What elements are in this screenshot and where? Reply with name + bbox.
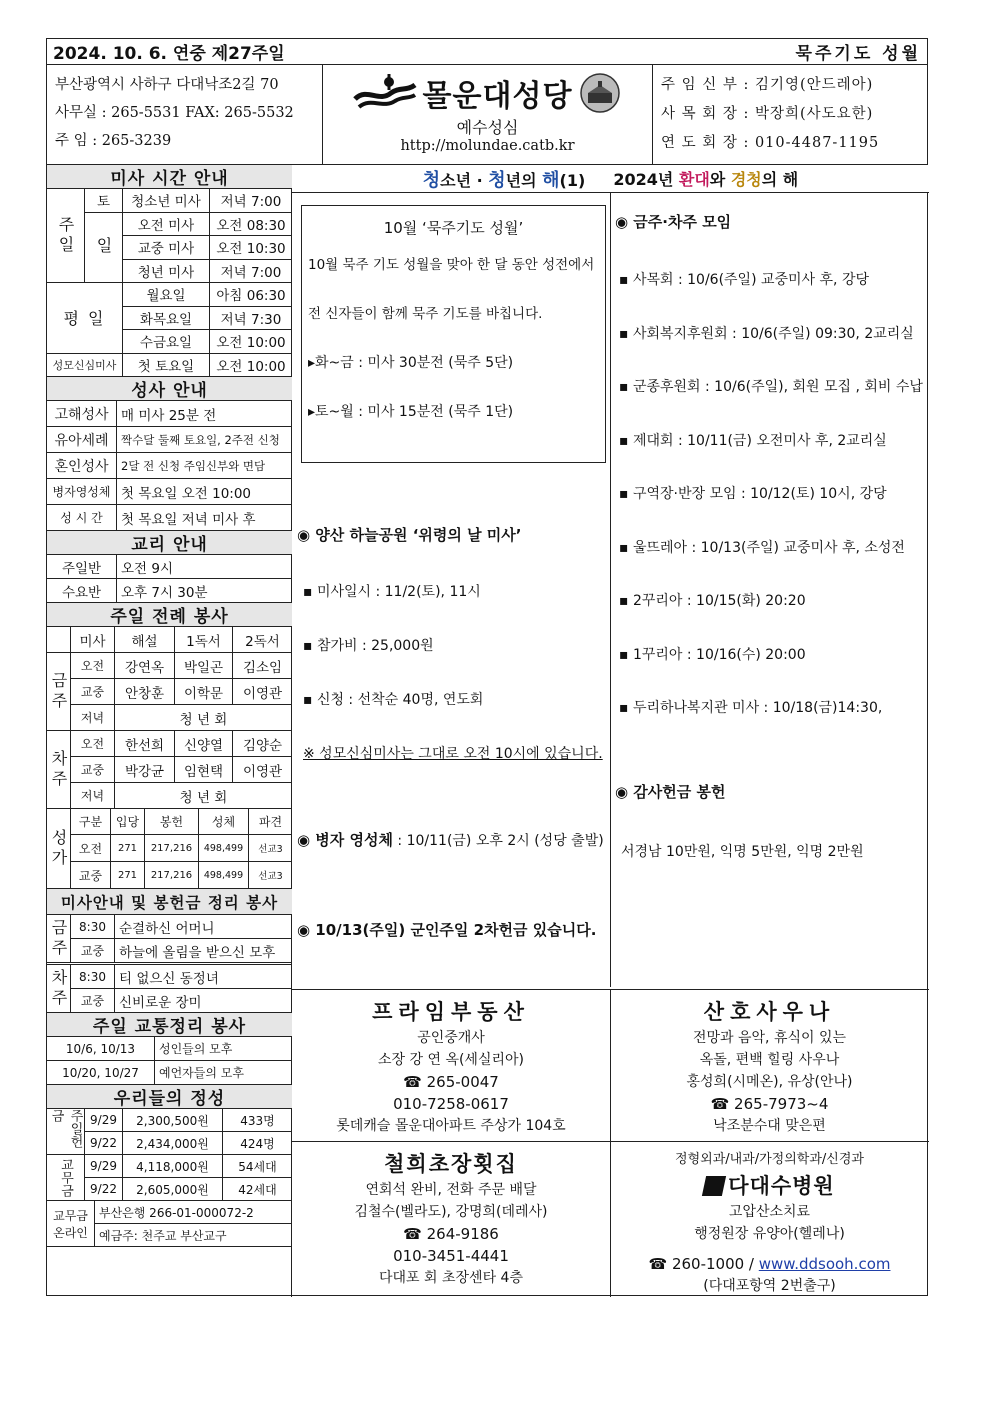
table-cell: 2,605,000원 — [123, 1178, 223, 1200]
table-cell: 271 — [111, 835, 145, 861]
table-row — [71, 783, 292, 809]
pastor: 주 임 신 부 : 김기영(안드레아) — [661, 77, 874, 93]
meeting-item: ▪ 울뜨레아 : 10/13(주일) 교중미사 후, 소성전 — [619, 539, 905, 556]
table-cell: 첫 목요일 저녁 미사 후 — [121, 511, 256, 528]
church-title-block — [323, 65, 653, 165]
table-cell: 순결하신 어머니 — [119, 920, 215, 937]
ad-line: 롯데캐슬 몰운대아파트 주상가 104호 — [336, 1118, 566, 1134]
diocese-logo-icon — [353, 73, 417, 113]
church-address-block — [47, 65, 323, 165]
table-cell: 화목요일 — [123, 307, 210, 330]
ad-phone: 010-3451-4441 — [393, 1247, 509, 1265]
ad-line: (다대포항역 2번출구) — [703, 1278, 836, 1294]
table-cell: 저녁 7:00 — [220, 194, 282, 211]
ad-line: 행정원장 유양아(헬레나) — [694, 1226, 845, 1242]
ad-hospital — [610, 1149, 929, 1297]
table-cell: 이학문 — [175, 679, 233, 704]
table-cell: 성인들의 모후 — [159, 1042, 233, 1056]
table-row — [71, 653, 292, 679]
priest-phone: 주 임 : 265-3239 — [55, 133, 172, 149]
table-cell: 고해성사 — [47, 401, 117, 426]
ad-phone: 010-7258-0617 — [393, 1095, 509, 1113]
table-row — [71, 757, 292, 783]
table-cell: 청소년 미사 — [123, 189, 210, 212]
table-row — [71, 679, 292, 705]
hymn-label: 성가 — [47, 809, 71, 889]
sacrament-title: 성사 안내 — [47, 377, 292, 400]
table-cell: 오전 10:30 — [216, 241, 286, 258]
table-cell: 교중 — [71, 862, 111, 888]
church-url[interactable]: http://molundae.catb.kr — [400, 138, 575, 154]
table-row — [123, 260, 292, 284]
table-cell: 성체 — [199, 809, 249, 834]
table-cell: 매 미사 25분 전 — [121, 407, 217, 424]
sunday-il-label: 일 — [85, 213, 123, 284]
address: 부산광역시 사하구 다대낙조2길 70 — [55, 77, 279, 93]
office-phone: 사무실 : 265-5531 FAX: 265-5532 — [55, 105, 294, 121]
table-cell: 파견 — [258, 815, 283, 829]
table-row — [71, 731, 292, 757]
table-cell: 해설 — [115, 627, 175, 652]
table-cell: 54세대 — [238, 1159, 277, 1174]
ad-line: 공인중개사 — [417, 1030, 485, 1046]
table-cell: 이영관 — [242, 763, 283, 780]
sacrament-title-row — [47, 377, 292, 401]
doctrine-title: 교리 안내 — [47, 531, 292, 554]
table-cell: 217,216 — [145, 862, 199, 888]
bulletin-page — [46, 38, 928, 1296]
meetings-title: ◉ 금주·차주 모임 — [615, 213, 732, 231]
table-cell: 한선희 — [115, 731, 175, 756]
liturgy-title: 주일 전례 봉사 — [47, 603, 292, 626]
table-cell: 유아세례 — [47, 427, 117, 452]
table-cell: 오전 — [71, 835, 111, 861]
table-cell: 박강균 — [115, 757, 175, 782]
table-cell: 선교3 — [258, 871, 283, 882]
table-row — [47, 1061, 292, 1085]
ad-line: 전망과 음악, 휴식이 있는 — [692, 1030, 847, 1046]
ad-line: 옥돌, 편백 힐링 사우나 — [699, 1052, 840, 1068]
table-cell: 오전 9시 — [121, 560, 174, 577]
table-cell: 오전 — [71, 731, 115, 756]
table-cell: 오전 10:00 — [216, 358, 286, 375]
table-cell: 교중 — [71, 757, 115, 782]
traffic-title: 주일 교통정리 봉사 — [47, 1013, 292, 1036]
traffic-title-row — [47, 1013, 292, 1037]
meeting-item: ▪ 두리하나복지관 미사 : 10/18(금)14:30, — [619, 700, 883, 716]
ad-line: 고압산소치료 — [728, 1204, 811, 1220]
table-row — [85, 1132, 292, 1155]
table-row — [47, 401, 292, 427]
table-cell: 티 없으신 동정녀 — [119, 970, 219, 987]
table-row — [47, 479, 292, 505]
rosary-line: 10월 묵주 기도 성월을 맞아 한 달 동안 성전에서 — [308, 257, 595, 273]
church-building-icon — [578, 73, 622, 113]
offering-title-row — [47, 1085, 292, 1109]
issue-date: 2024. 10. 6. 연중 제27주일 — [53, 44, 285, 64]
table-row — [47, 579, 292, 603]
table-cell: 8:30 — [71, 915, 115, 938]
table-row — [71, 989, 292, 1013]
staff-block — [653, 65, 929, 165]
meeting-item: ▪ 제대회 : 10/11(금) 오전미사 후, 2교리실 — [619, 432, 887, 449]
table-cell: 424명 — [240, 1136, 275, 1151]
online-label: 교무금 온라인 — [47, 1201, 95, 1247]
table-cell: 498,499 — [199, 835, 249, 861]
table-row — [85, 1109, 292, 1132]
yangsan-date: ▪ 미사일시 : 11/2(토), 11시 — [303, 584, 481, 600]
table-cell: 8:30 — [71, 965, 115, 988]
table-cell: 10/6, 10/13 — [47, 1037, 155, 1060]
meeting-item: ▪ 사목회 : 10/6(주일) 교중미사 후, 강당 — [619, 272, 870, 288]
table-row — [85, 189, 292, 213]
ad-line: 홍성희(시메온), 유상(안나) — [686, 1074, 853, 1090]
table-row — [71, 915, 292, 939]
ad-name: 다대수병원 — [728, 1174, 835, 1198]
table-cell: 미사 — [71, 627, 115, 652]
table-cell: 오전 10:00 — [216, 335, 286, 352]
church-name: 몰운대성당 — [422, 79, 573, 114]
table-row — [71, 939, 292, 963]
table-cell: 오후 7시 30분 — [121, 584, 208, 601]
table-cell: 9/22 — [85, 1132, 123, 1154]
table-cell: 강연옥 — [115, 653, 175, 678]
table-cell: 9/29 — [85, 1109, 123, 1131]
rosary-line: 전 신자들이 함께 묵주 기도를 바칩니다. — [308, 306, 543, 322]
table-cell: 217,216 — [145, 835, 199, 861]
table-cell: 박일곤 — [175, 653, 233, 678]
table-cell: 부산은행 266-01-000072-2 — [99, 1205, 254, 1220]
table-cell: 2,300,500원 — [123, 1109, 223, 1131]
mass-time-title-row — [47, 165, 292, 189]
table-cell: 저녁 7:00 — [220, 264, 282, 281]
table-cell: 구분 — [71, 809, 111, 834]
left-column — [47, 165, 292, 1297]
table-row — [71, 965, 292, 989]
table-row — [47, 427, 292, 453]
table-row — [123, 307, 292, 331]
header — [47, 65, 927, 165]
table-cell: 교중 — [71, 679, 115, 704]
guide-next-week-label: 차주 — [47, 965, 71, 1013]
table-cell: 월요일 — [123, 283, 210, 306]
guide-this-week-label: 금주 — [47, 915, 71, 963]
table-cell: 오전 08:30 — [216, 217, 286, 234]
right-column — [610, 165, 929, 987]
table-cell: 1독서 — [175, 627, 233, 652]
table-cell: 하늘에 올림을 받으신 모후 — [119, 944, 276, 961]
table-cell: 예금주: 천주교 부산교구 — [99, 1228, 227, 1243]
table-cell: 청 년 회 — [179, 711, 228, 728]
table-cell: 첫 목요일 오전 10:00 — [121, 485, 252, 502]
table-cell: 오전 미사 — [123, 213, 210, 236]
table-row — [85, 1155, 292, 1178]
table-cell: 김소임 — [242, 659, 283, 676]
table-cell: 수금요일 — [123, 330, 210, 353]
mary-mass-note: ※ 성모신심미사는 그대로 오전 10시에 있습니다. — [303, 746, 603, 762]
ad-line: 다대포 회 초장센타 4층 — [379, 1270, 523, 1286]
table-cell — [47, 963, 292, 964]
table-cell: 예언자들의 모후 — [159, 1066, 244, 1080]
ad-name: 프라임부동산 — [372, 1000, 530, 1024]
ad-phone: ☎ 265-7973~4 — [710, 1095, 829, 1113]
hospital-logo-icon — [702, 1176, 726, 1196]
table-row — [123, 213, 292, 237]
table-cell: 안창훈 — [115, 679, 175, 704]
table-cell: 42세대 — [238, 1182, 277, 1197]
table-cell: 433명 — [240, 1113, 275, 1128]
ad-line: 소장 강 연 옥(세실리아) — [378, 1052, 524, 1068]
table-cell: 오전 — [71, 653, 115, 678]
ad-line: 정형외과/내과/가정의학과/신경과 — [675, 1152, 864, 1167]
year-banner: 청소년 · 청년의 해(1) 2024년 환대와 경청의 해 — [292, 165, 929, 193]
table-cell: 9/22 — [85, 1178, 123, 1200]
meeting-item: ▪ 구역장·반장 모임 : 10/12(토) 10시, 강당 — [619, 486, 887, 502]
table-cell: 교중 — [71, 939, 115, 962]
ad-phone: ☎ 264-9186 — [403, 1225, 499, 1243]
ad-sauna — [610, 997, 929, 1137]
table-cell: 저녁 7:30 — [220, 311, 282, 328]
table-row — [123, 330, 292, 354]
ad-line: 낙조분수대 맞은편 — [713, 1118, 826, 1134]
table-cell: 교중 미사 — [123, 236, 210, 259]
sunday-label: 주일 — [47, 189, 85, 283]
ads-area — [292, 989, 929, 1297]
rosary-line: ▸화~금 : 미사 30분전 (묵주 5단) — [308, 355, 514, 371]
table-cell: 아침 06:30 — [216, 288, 286, 305]
table-row — [47, 1037, 292, 1061]
table-cell: 입당 — [111, 809, 145, 834]
table-cell: 봉헌 — [145, 809, 199, 834]
military-sunday-note: ◉ 10/13(주일) 군인주일 2차헌금 있습니다. — [297, 921, 597, 939]
table-cell: 김양순 — [242, 737, 283, 754]
ad-name: 산호사우나 — [703, 1000, 836, 1024]
table-cell: 토 — [85, 189, 123, 212]
table-row — [71, 809, 292, 835]
table-cell: 498,499 — [199, 862, 249, 888]
table-cell: 교중 — [71, 989, 115, 1012]
yangsan-apply: ▪ 신청 : 선착순 40명, 연도회 — [303, 692, 484, 708]
ad-name: 철희초장횟집 — [384, 1152, 518, 1176]
table-cell: 선교3 — [258, 844, 283, 855]
table-cell: 신비로운 장미 — [119, 994, 202, 1011]
rosary-line: ▸토~월 : 미사 15분전 (묵주 1단) — [308, 404, 514, 420]
yangsan-title: ◉ 양산 하늘공원 ‘위령의 날 미사’ — [297, 526, 522, 544]
ad-prime-realty — [292, 997, 610, 1137]
ad-phone-row: ☎ 260-1000 / www.ddsooh.com — [648, 1255, 891, 1273]
table-row — [47, 555, 292, 579]
table-cell: 2달 전 신청 주임신부와 면담 — [121, 458, 266, 473]
table-cell: 미사안내 및 봉헌금 정리 봉사 — [47, 889, 292, 914]
weekday-label: 평 일 — [47, 283, 123, 354]
table-cell: 신양열 — [175, 731, 233, 756]
thanks-text: 서경남 10만원, 익명 5만원, 익명 2만원 — [621, 844, 864, 860]
ad-sashimi-restaurant — [292, 1149, 610, 1289]
council-president: 사 목 회 장 : 박장희(사도요한) — [661, 106, 874, 122]
table-cell: 10/20, 10/27 — [47, 1061, 155, 1084]
table-cell: 첫 토요일 — [123, 354, 210, 377]
sunday-offering-label: 주일헌금 — [47, 1109, 85, 1155]
church-subtitle: 예수성심 — [456, 118, 519, 137]
table-cell: 성 시 간 — [47, 505, 117, 530]
meeting-item: ▪ 사회복지후원회 : 10/6(주일) 09:30, 2교리실 — [619, 325, 914, 342]
table-cell: 4,118,000원 — [123, 1155, 223, 1177]
top-bar — [47, 39, 927, 65]
table-cell: 2독서 — [245, 633, 280, 650]
rosary-month-box — [301, 205, 606, 463]
offering-title: 우리들의 정성 — [47, 1085, 292, 1108]
liturgy-next-week-label: 차주 — [47, 731, 71, 809]
table-row — [71, 862, 292, 889]
rosary-title: 10월 ‘묵주기도 성월’ — [383, 219, 524, 237]
table-cell: 성모신심미사 — [47, 354, 123, 377]
table-cell: 수요반 — [47, 579, 117, 602]
table-row — [47, 505, 292, 531]
table-row — [47, 453, 292, 479]
table-row — [71, 705, 292, 731]
table-cell: 저녁 — [71, 705, 115, 730]
table-cell: 청 년 회 — [179, 789, 228, 806]
liturgy-corner — [47, 627, 71, 653]
mass-time-title: 미사 시간 안내 — [47, 165, 292, 188]
ad-line: 연회석 완비, 전화 주문 배달 — [365, 1182, 537, 1198]
ad-phone: ☎ 265-0047 — [403, 1073, 499, 1091]
table-cell: 주일반 — [47, 555, 117, 578]
table-cell: 혼인성사 — [47, 453, 117, 478]
table-row — [123, 283, 292, 307]
table-cell: 저녁 — [71, 783, 115, 808]
thanks-title: ◉ 감사헌금 봉헌 — [615, 783, 726, 801]
doctrine-title-row — [47, 531, 292, 555]
table-cell: 청년 미사 — [123, 260, 210, 283]
sick-communion: ◉ 병자 영성체 : 10/11(금) 오후 2시 (성당 출발) — [297, 831, 604, 849]
table-cell: 이영관 — [242, 685, 283, 702]
table-row — [47, 354, 292, 378]
table-row — [123, 236, 292, 260]
liturgy-title-row — [47, 603, 292, 627]
table-row — [95, 1224, 292, 1247]
hospital-link[interactable]: www.ddsooh.com — [758, 1255, 891, 1273]
table-cell: 짝수달 둘째 토요일, 2주전 신청 — [121, 432, 280, 447]
table-row — [95, 1201, 292, 1224]
guide-title-row — [47, 889, 292, 915]
table-cell: 임현택 — [175, 757, 233, 782]
table-row — [71, 627, 292, 653]
table-row — [85, 1178, 292, 1201]
meeting-item: ▪ 2꾸리아 : 10/15(화) 20:20 — [619, 593, 806, 609]
meeting-item: ▪ 1꾸리아 : 10/16(수) 20:00 — [619, 646, 806, 663]
yangsan-fee: ▪ 참가비 : 25,000원 — [303, 638, 434, 654]
tithe-label: 교무금 — [47, 1155, 85, 1201]
table-cell: 병자영성체 — [47, 479, 117, 504]
table-cell: 2,434,000원 — [123, 1132, 223, 1154]
month-theme: 묵주기도 성월 — [795, 44, 921, 64]
table-cell: 9/29 — [85, 1155, 123, 1177]
liturgy-this-week-label: 금주 — [47, 653, 71, 731]
table-cell: 271 — [111, 862, 145, 888]
table-row — [71, 835, 292, 862]
meeting-item: ▪ 군종후원회 : 10/6(주일), 회원 모집 , 회비 수납 — [619, 379, 923, 395]
region-president: 연 도 회 장 : 010-4487-1195 — [661, 135, 880, 151]
ad-line: 김철수(벨라도), 강명희(데레사) — [354, 1204, 548, 1220]
